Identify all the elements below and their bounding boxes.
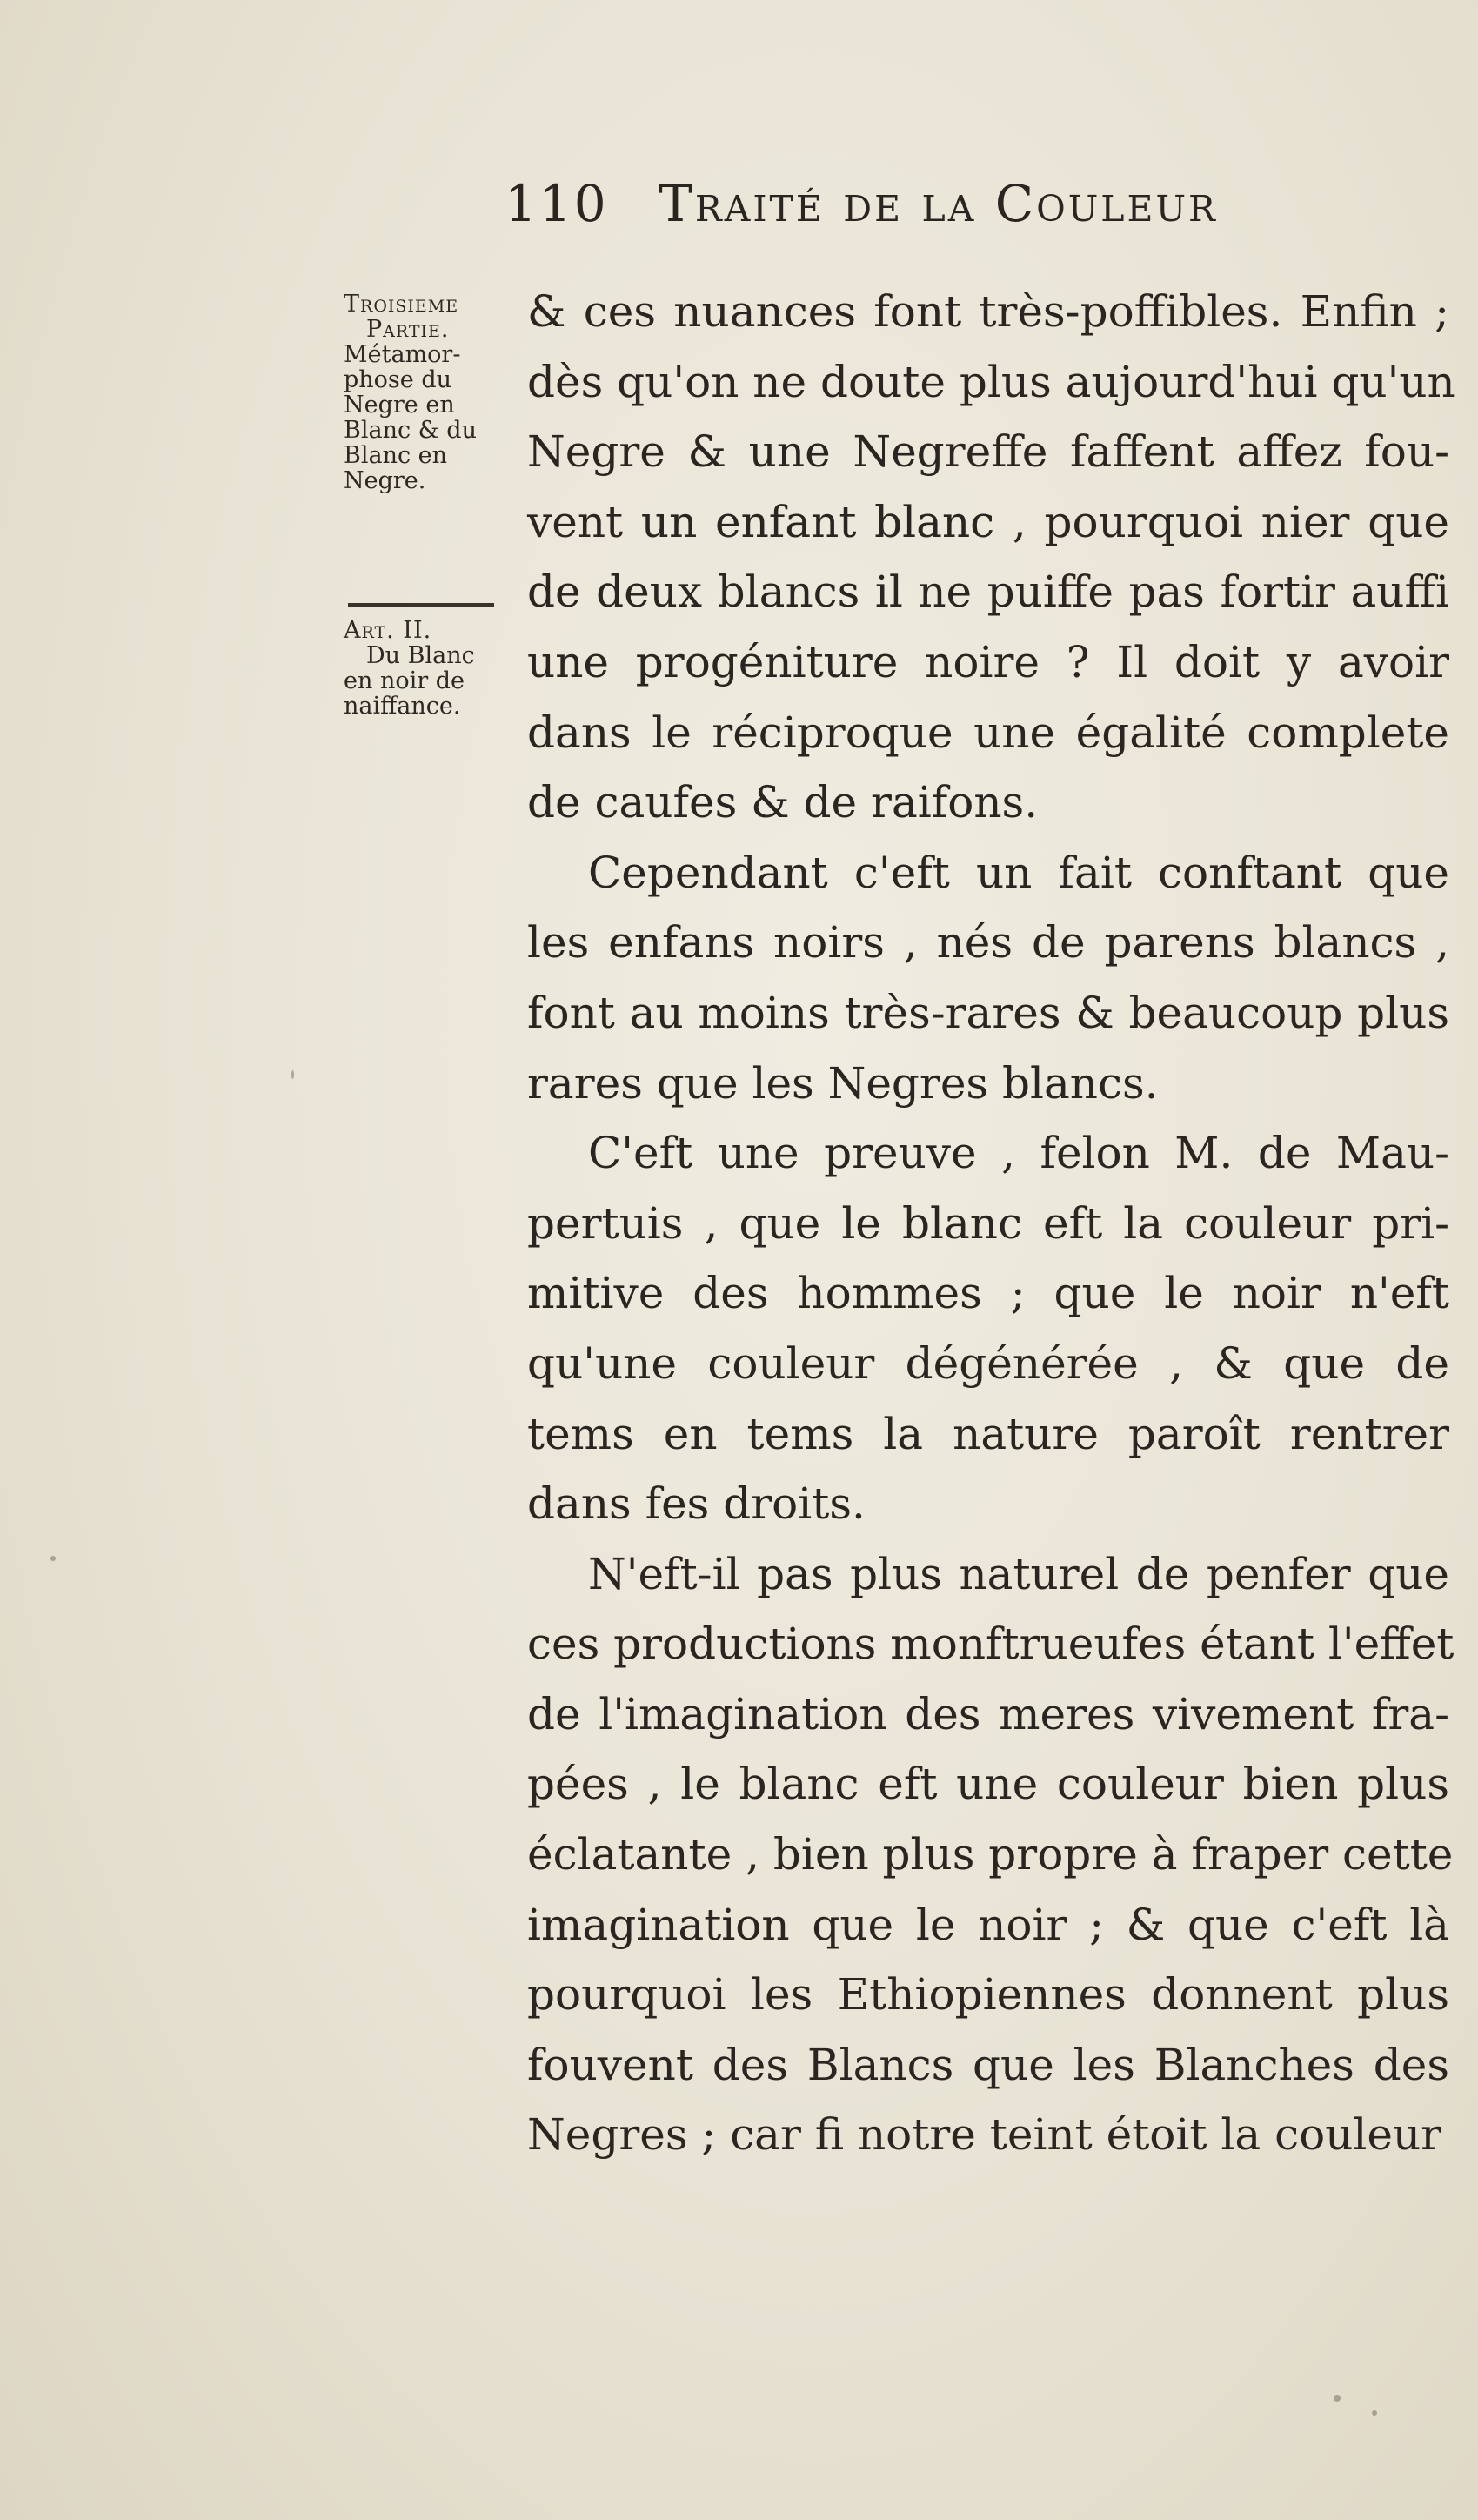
- margin-note-line: en noir de: [344, 667, 465, 694]
- text-line: & ces nuances font très-poffibles. Enfin ;: [527, 286, 1449, 337]
- running-header: [505, 174, 1218, 233]
- margin-note-line: Partie.: [366, 316, 450, 343]
- text-line: les enfans noirs , nés de parens blancs ,: [527, 917, 1449, 968]
- margin-note-part: [344, 292, 518, 342]
- paper-speck: [50, 1556, 56, 1561]
- text-line: fouvent des Blancs que les Blanches des: [527, 2039, 1449, 2090]
- text-line: qu'une couleur dégénérée , & que de: [527, 1337, 1449, 1389]
- text-line: rares que les Negres blancs.: [527, 1057, 1159, 1109]
- text-line: Negres ; car fi notre teint étoit la couleur: [527, 2109, 1442, 2161]
- margin-note-subject: [344, 342, 518, 493]
- margin-note-line: Art. II.: [344, 617, 432, 644]
- text-line: Cependant c'eft un fait conftant que: [588, 847, 1449, 898]
- margin-note-line: Métamor-: [344, 341, 461, 368]
- text-line: pourquoi les Ethiopiennes donnent plus: [527, 1969, 1449, 2021]
- text-line: de l'imagination des meres vivement fra-: [527, 1688, 1449, 1739]
- margin-note-line: Blanc & du: [344, 417, 477, 444]
- text-line: mitive des hommes ; que le noir n'eft: [527, 1268, 1449, 1319]
- main-text: [527, 277, 1455, 2170]
- text-line: Negre & une Negreffe faffent affez fou-: [527, 426, 1449, 478]
- paper-speck: [291, 1070, 294, 1079]
- text-line: tems en tems la nature paroît rentrer: [527, 1408, 1449, 1459]
- margin-note-line: Negre en: [344, 392, 455, 419]
- text-line: pertuis , que le blanc eft la couleur pri-: [527, 1197, 1449, 1249]
- paper-speck: [1334, 2395, 1341, 2402]
- text-line: dans le réciproque une égalité complete: [527, 707, 1449, 758]
- text-line: vent un enfant blanc , pourquoi nier que: [527, 496, 1449, 547]
- text-line: font au moins très-rares & beaucoup plus: [527, 987, 1449, 1038]
- text-line: de caufes & de raifons.: [527, 777, 1039, 828]
- text-line: N'eft-il pas plus naturel de penfer que: [588, 1548, 1449, 1599]
- margin-note-line: Troisieme: [344, 291, 459, 318]
- text-line: dès qu'on ne doute plus aujourd'hui qu'un: [527, 356, 1455, 407]
- text-line: une progéniture noire ? Il doit y avoir: [527, 636, 1449, 687]
- text-line: C'eft une preuve , felon M. de Mau-: [588, 1128, 1449, 1179]
- text-line: pées , le blanc eft une couleur bien plus: [527, 1759, 1449, 1810]
- paragraph: [527, 1118, 1449, 1539]
- text-line: imagination que le noir ; & que c'eft là: [527, 1899, 1449, 1950]
- text-line: de deux blancs il ne puiffe pas fortir auffi: [527, 566, 1449, 618]
- text-line: dans fes droits.: [527, 1478, 866, 1530]
- paragraph: [527, 277, 1455, 838]
- margin-note-article: [344, 618, 518, 719]
- margin-note-line: naiffance.: [344, 693, 461, 720]
- margin-note-divider: [348, 603, 494, 607]
- margin-note-line: phose du: [344, 366, 452, 393]
- paragraph: [527, 1539, 1455, 2170]
- page-number: 110: [505, 174, 609, 233]
- paragraph: [527, 838, 1449, 1118]
- running-title: Traité de la Couleur: [659, 174, 1218, 233]
- text-line: éclatante , bien plus propre à fraper cette: [527, 1829, 1454, 1880]
- text-line: ces productions monftrueufes étant l'effet: [527, 1619, 1455, 1670]
- paper-speck: [1372, 2410, 1377, 2416]
- margin-note-line: Blanc en: [344, 442, 448, 469]
- margin-note-line: Negre.: [344, 467, 426, 494]
- margin-note-line: Du Blanc: [366, 642, 475, 669]
